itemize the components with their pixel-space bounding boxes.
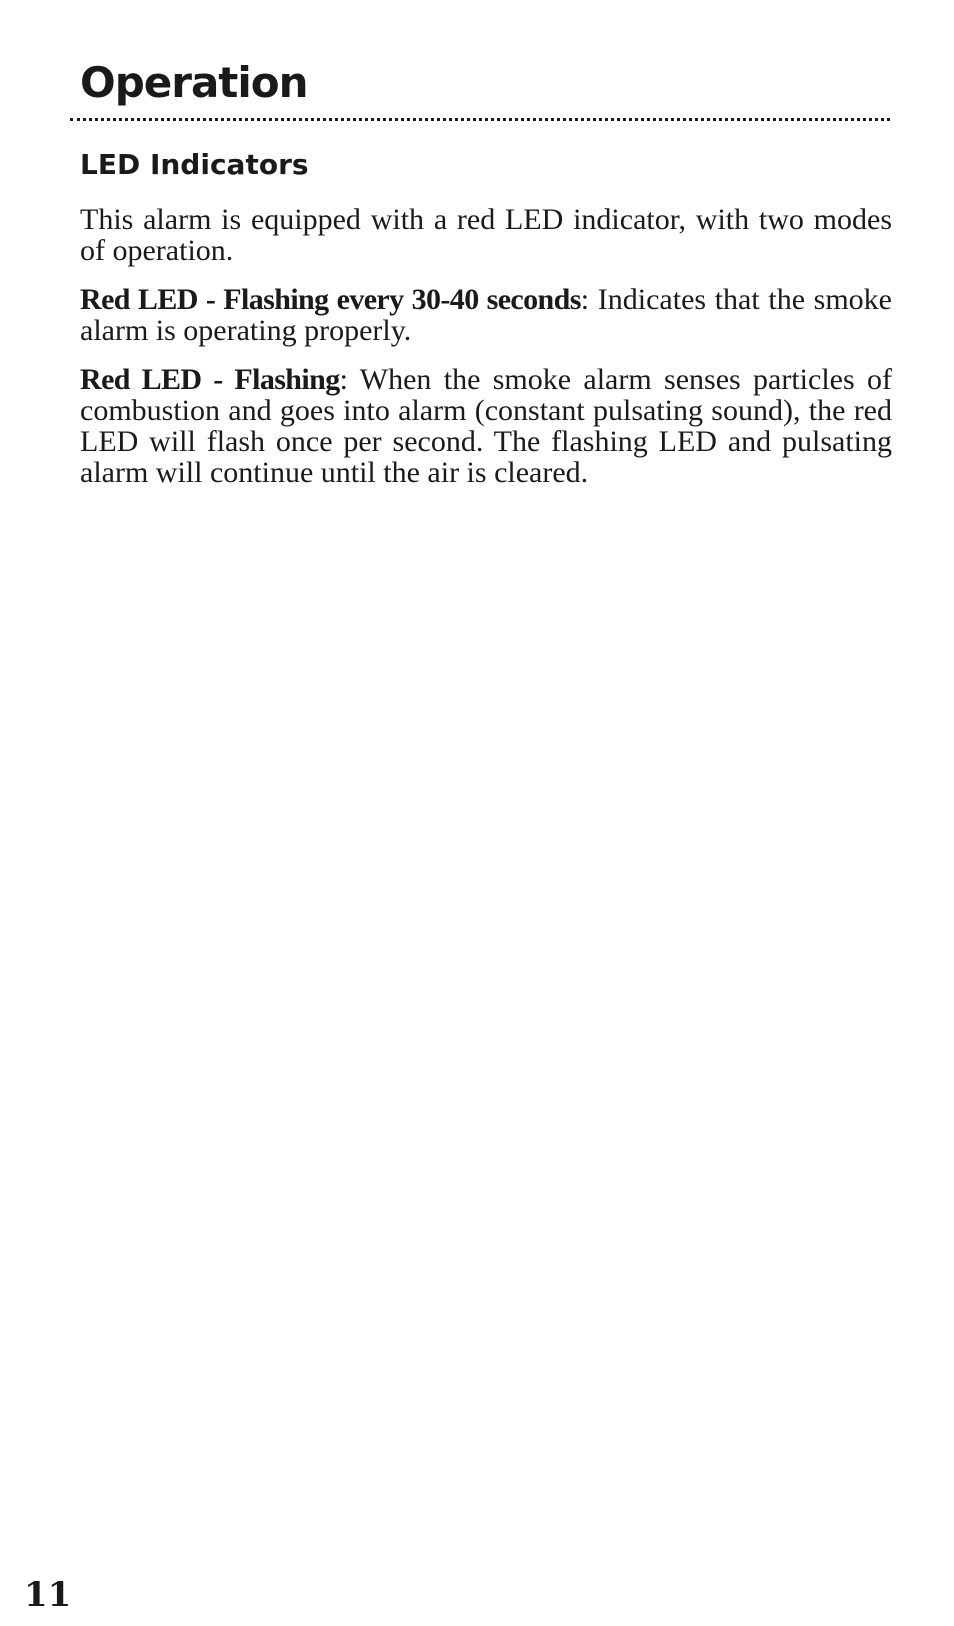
page-number: 11 [24, 1575, 72, 1615]
mode2-lead: Red LED - Flashing [80, 363, 340, 396]
mode1-lead: Red LED - Flashing every 30-40 seconds [80, 283, 581, 316]
dotted-divider [70, 118, 890, 121]
mode1-paragraph [80, 284, 892, 346]
mode2-paragraph [80, 364, 892, 488]
body-text [80, 204, 892, 506]
section-title: Operation [80, 58, 308, 107]
mode1-text: : Indicates that the smoke alarm is operating properly. [80, 283, 892, 347]
subsection-title: LED Indicators [80, 148, 309, 181]
mode2-text: : When the smoke alarm senses particles of combustion and goes into alarm (constant pulsating sound), the red LED will flash once per second. The flashing LED and pulsating alarm will continue until the air is cleared. [80, 363, 892, 489]
intro-paragraph: This alarm is equipped with a red LED indicator, with two modes of operation. [80, 203, 892, 267]
